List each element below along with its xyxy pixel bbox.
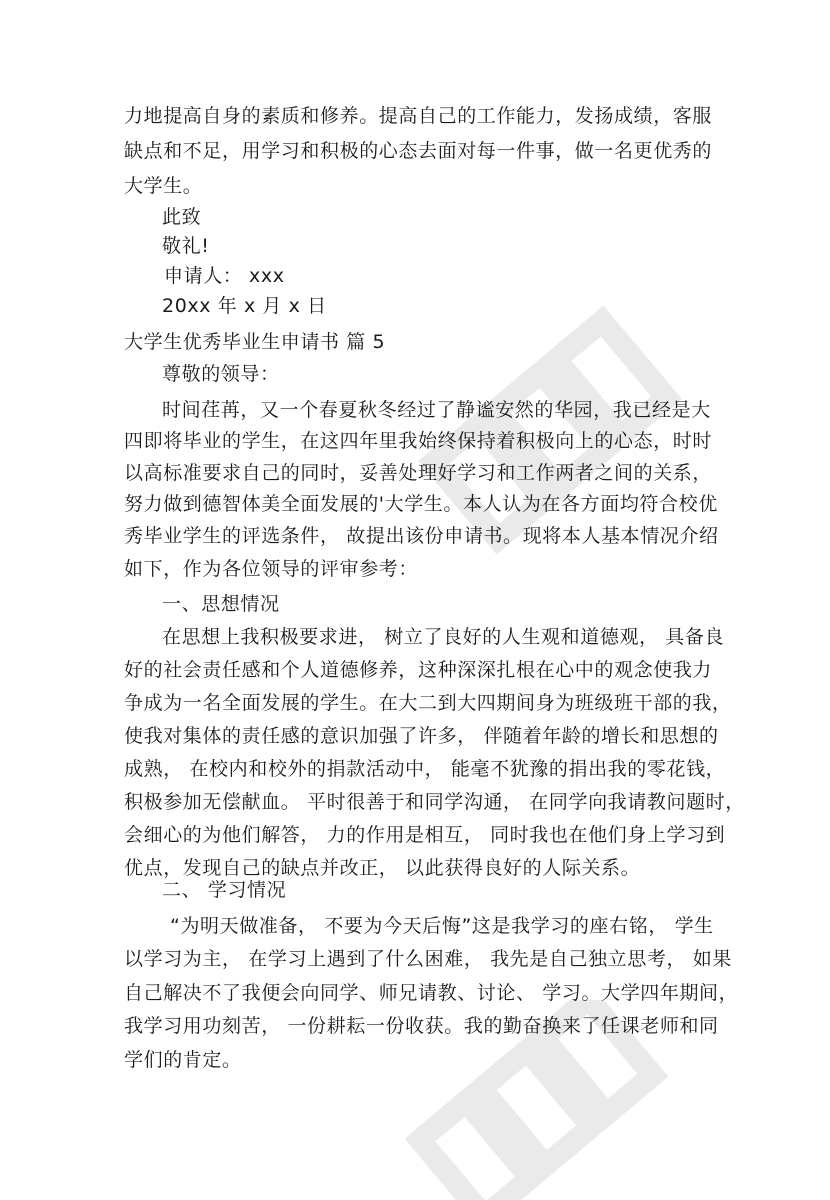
closing-regards: 敬礼!: [162, 235, 210, 257]
paragraph-line: 我学习用功刻苦， 一份耕耘一份收获。我的勤奋换来了任课老师和同: [124, 1015, 719, 1037]
date-line: 20xx 年 x 月 x 日: [162, 295, 327, 317]
paragraph-line: 成熟， 在校内和校外的捐款活动中， 能毫不犹豫的捐出我的零花钱，: [124, 758, 726, 780]
paragraph-line: 以高标准要求自己的同时，妥善处理好学习和工作两者之间的关系，: [124, 462, 713, 484]
paragraph-line: 学们的肯定。: [124, 1049, 242, 1071]
paragraph-line: 以学习为主， 在学习上遇到了什么困难， 我先是自己独立思考， 如果: [124, 948, 732, 970]
applicant-signature: 申请人： xxx: [164, 265, 285, 287]
paragraph-line: 优点，发现自己的缺点并改正， 以此获得良好的人际关系。: [124, 857, 641, 879]
paragraph-line: 四即将毕业的学生，在这四年里我始终保持着积极向上的心态，时时: [124, 430, 713, 452]
section-title: 大学生优秀毕业生申请书 篇 5: [124, 331, 386, 353]
paragraph-line: 时间荏苒，又一个春夏秋冬经过了静谧安然的华园，我已经是大: [162, 399, 711, 421]
paragraph-line: 力地提高自身的素质和修养。提高自己的工作能力，发扬成绩，客服: [124, 105, 713, 127]
paragraph-line: 努力做到德智体美全面发展的'大学生。本人认为在各方面均符合校优: [124, 493, 718, 515]
subsection-heading: 一、思想情况: [162, 593, 280, 615]
paragraph-line: 大学生。: [124, 175, 203, 197]
paragraph-line: 自己解决不了我便会向同学、师兄请教、讨论、 学习。大学四年期间，: [124, 982, 739, 1004]
paragraph-line: 秀毕业学生的评选条件， 故提出该份申请书。现将本人基本情况介绍: [124, 525, 719, 547]
paragraph-line: 使我对集体的责任感的意识加强了许多， 伴随着年龄的增长和思想的: [124, 725, 719, 747]
paragraph-line: “为明天做准备， 不要为今天后悔”这是我学习的座右铭， 学生: [170, 915, 714, 937]
paragraph-line: 积极参加无偿献血。 平时很善于和同学沟通， 在同学向我请教问题时，: [124, 791, 745, 813]
paragraph-line: 会细心的为他们解答， 力的作用是相互， 同时我也在他们身上学习到: [124, 824, 726, 846]
paragraph-line: 如下，作为各位领导的评审参考：: [124, 558, 419, 580]
paragraph-line: 在思想上我积极要求进， 树立了良好的人生观和道德观， 具备良: [162, 626, 725, 648]
paragraph-line: 缺点和不足，用学习和积极的心态去面对每一件事，做一名更优秀的: [124, 140, 713, 162]
subsection-heading: 二、 学习情况: [162, 879, 287, 901]
closing-salutation: 此致: [162, 206, 202, 228]
paragraph-line: 好的社会责任感和个人道德修养，这种深深扎根在心中的观念使我力: [124, 659, 713, 681]
salutation: 尊敬的领导：: [162, 363, 280, 385]
paragraph-line: 争成为一名全面发展的学生。在大二到大四期间身为班级班干部的我，: [124, 692, 732, 714]
